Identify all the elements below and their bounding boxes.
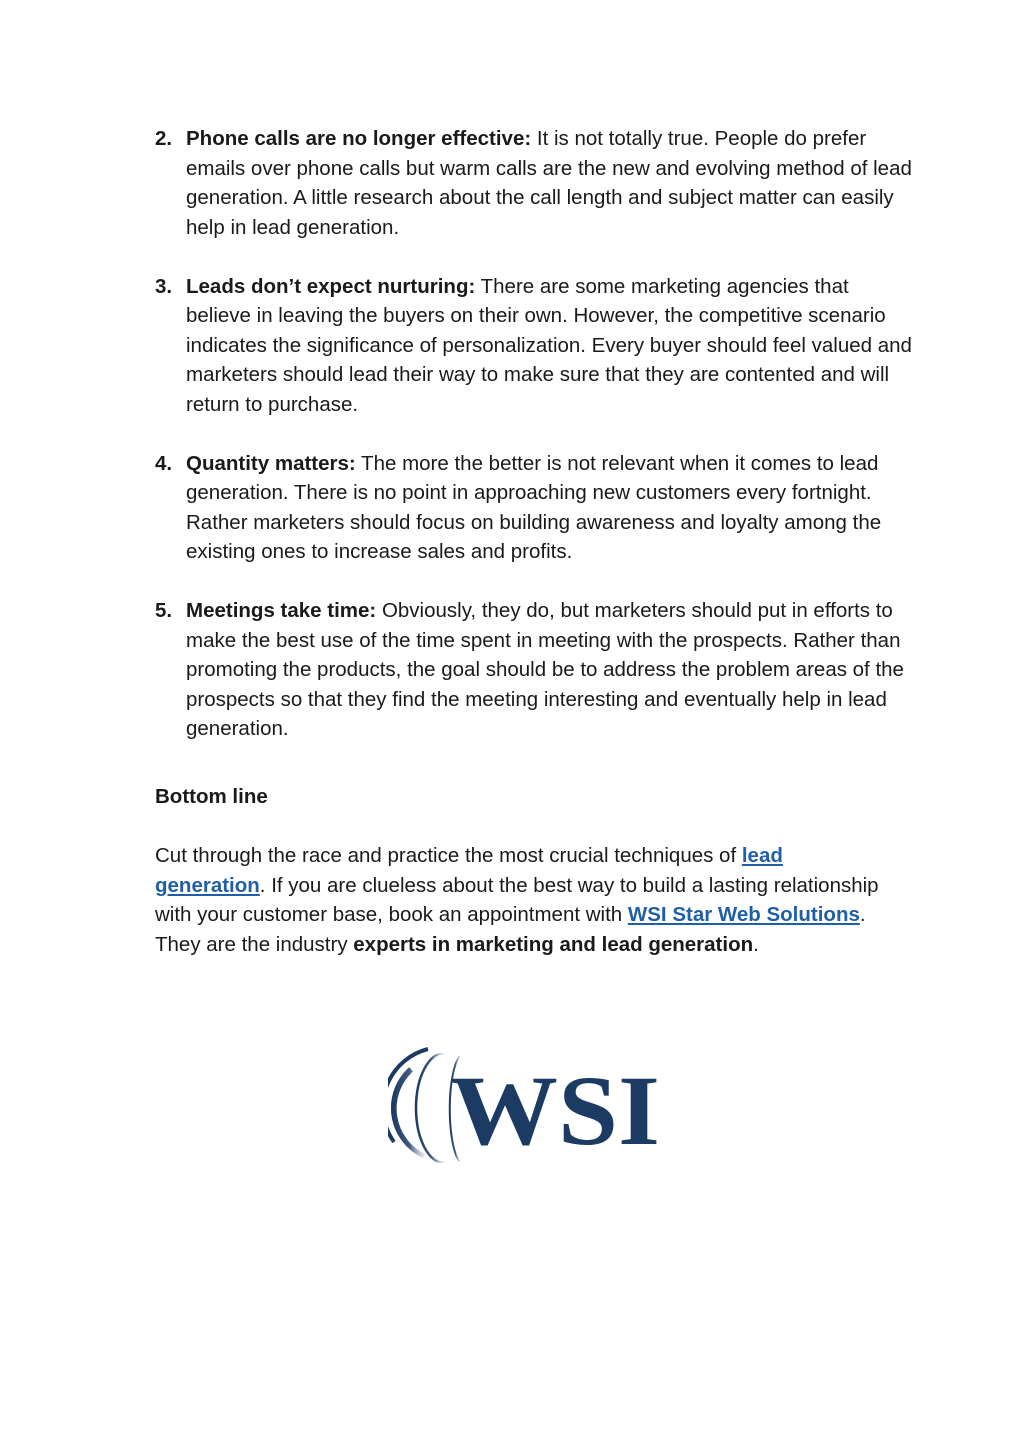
wsi-logo: [388, 1046, 664, 1166]
list-item-number: 4.: [155, 451, 173, 475]
closing-text-2: . If you are clueless about the best way to build a lasting relationship with your customer base, book an appointment with: [155, 873, 879, 926]
list-item-heading: Meetings take time:: [186, 599, 377, 622]
list-item-heading: Phone calls are no longer effective:: [186, 127, 532, 150]
wsi-star-web-solutions-link[interactable]: WSI Star Web Solutions: [627, 903, 860, 926]
list-item: [155, 449, 915, 567]
list-item-text: It is not totally true. People do prefer emails over phone calls but warm calls are the new and evolving method of lead generation. A little research about the call length and subject matter can easily help in lead generation.: [186, 127, 912, 239]
closing-paragraph: [155, 841, 890, 959]
list-item-number: 3.: [155, 274, 173, 298]
list-item-number: 5.: [155, 599, 173, 622]
closing-bold-text: experts in marketing and lead generation: [353, 932, 754, 956]
list-item: [155, 124, 915, 242]
closing-text-1: Cut through the race and practice the most crucial techniques of: [155, 844, 742, 867]
list-item: [155, 272, 915, 420]
myths-list: [155, 124, 915, 773]
list-item-text: The more the better is not relevant when it comes to lead generation. There is no point in approaching new customers every fortnight. Rather marketers should focus on building awareness and loyalty among the existing ones to increase sales and profits.: [186, 451, 882, 563]
logo-text: WSI: [450, 1055, 660, 1166]
list-item-text: Obviously, they do, but marketers should put in efforts to make the best use of the time spent in meeting with the prospects. Rather than promoting the products, the goal should be to address the problem areas of the prospects so that they find the meeting interesting and eventually help in lead generation.: [186, 599, 904, 740]
closing-text-3: . They are the industry: [155, 903, 866, 956]
lead-generation-link[interactable]: lead generation: [155, 844, 783, 897]
closing-text-4: .: [753, 932, 759, 956]
list-item: [155, 596, 915, 744]
list-item-number: 2.: [155, 127, 173, 150]
bottom-line-heading: Bottom line: [155, 785, 268, 808]
list-item-heading: Leads don’t expect nurturing:: [186, 274, 476, 298]
list-item-text: There are some marketing agencies that believe in leaving the buyers on their own. However, the competitive scenario indicates the significance of personalization. Every buyer should feel valued and marketers should lead their way to make sure that they are contented and will return to purchase.: [186, 274, 912, 416]
list-item-heading: Quantity matters:: [186, 451, 356, 475]
